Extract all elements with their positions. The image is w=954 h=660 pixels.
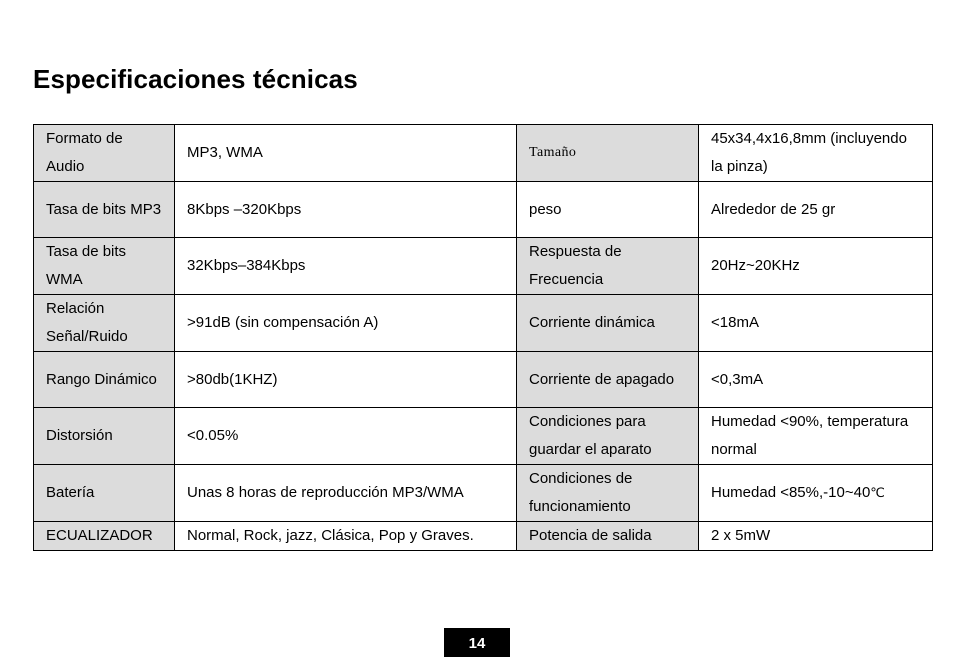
spec-value: 2 x 5mW (699, 522, 933, 551)
table-row (34, 352, 933, 408)
spec-label: Tamaño (517, 125, 699, 182)
spec-label: Respuesta de Frecuencia (517, 238, 699, 295)
spec-value: <18mA (699, 295, 933, 352)
spec-value: 8Kbps –320Kbps (175, 182, 517, 238)
spec-label: Rango Dinámico (34, 352, 175, 408)
spec-value-text: Humedad <85%,-10~40 (711, 483, 871, 501)
spec-label: ECUALIZADOR (34, 522, 175, 551)
spec-label: Batería (34, 465, 175, 522)
specifications-table (33, 124, 933, 551)
celsius-unit: ℃ (870, 485, 885, 501)
spec-label: Formato de Audio (34, 125, 175, 182)
table-row (34, 238, 933, 295)
spec-label: Corriente dinámica (517, 295, 699, 352)
spec-label: Condiciones para guardar el aparato (517, 408, 699, 465)
spec-value: Unas 8 horas de reproducción MP3/WMA (175, 465, 517, 522)
table-row (34, 182, 933, 238)
spec-value: MP3, WMA (175, 125, 517, 182)
table-row (34, 125, 933, 182)
spec-label: Relación Señal/Ruido (34, 295, 175, 352)
table-row (34, 295, 933, 352)
table-row (34, 522, 933, 551)
spec-value: >80db(1KHZ) (175, 352, 517, 408)
spec-label: peso (517, 182, 699, 238)
spec-label: Condiciones de funcionamiento (517, 465, 699, 522)
table-row (34, 408, 933, 465)
spec-value: Normal, Rock, jazz, Clásica, Pop y Graves. (175, 522, 517, 551)
spec-label: Corriente de apagado (517, 352, 699, 408)
spec-label: Distorsión (34, 408, 175, 465)
spec-value: <0,3mA (699, 352, 933, 408)
spec-label: Tasa de bits MP3 (34, 182, 175, 238)
spec-value (699, 465, 933, 522)
spec-value: >91dB (sin compensación A) (175, 295, 517, 352)
spec-value: 45x34,4x16,8mm (incluyendo la pinza) (699, 125, 933, 182)
spec-value: 32Kbps–384Kbps (175, 238, 517, 295)
page-title: Especificaciones técnicas (33, 64, 358, 94)
spec-label: Potencia de salida (517, 522, 699, 551)
spec-value: Humedad <90%, temperatura normal (699, 408, 933, 465)
spec-label: Tasa de bits WMA (34, 238, 175, 295)
spec-value: 20Hz~20KHz (699, 238, 933, 295)
spec-value: Alrededor de 25 gr (699, 182, 933, 238)
spec-value: <0.05% (175, 408, 517, 465)
table-row (34, 465, 933, 522)
page-number: 14 (444, 628, 510, 657)
